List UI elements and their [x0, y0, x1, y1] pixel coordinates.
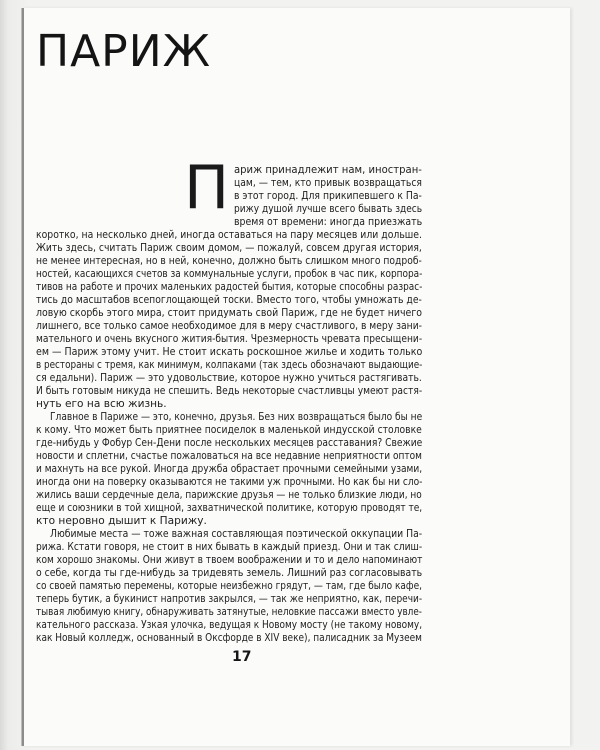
- text-line: мательного и очень вкусного жития-бытия. Чрезмерность чревата пресыщени-: [36, 333, 423, 345]
- text-line: рижу душой лучше всего бывать здесь: [234, 203, 423, 215]
- text-line: теперь бутик, а букинист напротив закрылся, — так же неприятно, как, перечи-: [36, 593, 423, 605]
- text-line: ем — Париж этому учит. Не стоит искать роскошное жилье и ходить только: [36, 346, 423, 358]
- text-line: и махнуть на все рукой. Иногда дружба обрастает прочными семейными узами,: [36, 463, 423, 475]
- text-line: где-нибудь у Фобур Сен-Дени после нескольких месяцев расставания? Свежие: [36, 437, 423, 449]
- text-line: рижа. Кстати говоря, не стоит в них бывать в каждый приезд. Они и так слиш-: [36, 541, 423, 553]
- text-line: не менее интересная, но в ней, конечно, должно быть слишком много подроб-: [36, 255, 422, 267]
- text-line: ариж принадлежит нам, иностран-: [234, 164, 422, 176]
- text-line: со своей памятью перемены, которые неизбежно грядут, — там, где было кафе,: [36, 580, 422, 592]
- text-line: ком хорошо знакомы. Они живут в твоем воображении и то и дело напоминают: [36, 554, 423, 566]
- text-line: о себе, когда ты где-нибудь за тридевять земель. Лишний раз согласовывать: [36, 567, 423, 579]
- text-line: ловую скорбь этого мира, стоит придумать свой Париж, где не будет ничего: [36, 307, 423, 319]
- text-line: ностей, касающихся счетов за коммунальные услуги, пробок в час пик, корпора-: [36, 268, 423, 280]
- text-line: новости и сплетни, счастье пожаловаться на все недавние неприятности оптом: [36, 450, 422, 462]
- page-title: ПАРИЖ: [36, 26, 212, 77]
- text-line: к кому. Что может быть приятнее посиделок в маленькой индусской столовке: [36, 424, 422, 436]
- text-line: еще и союзники в той хищной, захватнической политике, которую проводят те,: [36, 502, 423, 514]
- text-line: нуть его на всю жизнь.: [36, 398, 167, 410]
- text-line: в рестораны с тремя, как минимум, колпаками (так здесь обозначают выдающие-: [36, 359, 423, 371]
- text-line: ся едальни). Париж — это удовольствие, которое нужно учиться растягивать.: [36, 372, 422, 384]
- text-line: Жить здесь, считать Париж своим домом, — пожалуй, совсем другая история,: [36, 242, 422, 254]
- text-line: коротко, на несколько дней, иногда оставаться на пару месяцев или дольше.: [36, 229, 422, 241]
- text-line: кто неровно дышит к Парижу.: [36, 515, 207, 527]
- text-line: Главное в Париже — это, конечно, друзья. Без них возвращаться было бы не: [50, 411, 423, 423]
- text-line: время от времени: иногда приезжать: [234, 216, 423, 228]
- page-number: 17: [232, 649, 252, 665]
- text-line: цам, — тем, кто привык возвращаться: [234, 177, 422, 189]
- text-line: Любимые места — тоже важная составляющая поэтической оккупации Па-: [50, 528, 423, 540]
- text-line: иногда они на поверку оказываются не такими уж прочными. Но как бы ни сло-: [36, 476, 423, 488]
- text-line: как Новый колледж, основанный в Оксфорде в XIV веке), палисадник за Музеем: [36, 632, 422, 644]
- book-page: [22, 8, 570, 746]
- text-line: тывая любимую книгу, обнаруживать затянутые, неловкие пассажи вместо увле-: [36, 606, 422, 618]
- text-line: в этот город. Для прикипевшего к Па-: [234, 190, 422, 202]
- drop-cap: П: [184, 153, 230, 223]
- text-line: лишнего, все только самое необходимое для в меру счастливого, в меру зани-: [36, 320, 422, 332]
- text-line: тись до масштабов всепоглощающей тоски. Вместо того, чтобы умножать де-: [36, 294, 422, 306]
- text-line: тивов на работе и прочих маленьких радостей бытия, которые способны разрас-: [36, 281, 423, 293]
- text-line: И быть готовым никуда не спешить. Ведь некоторые счастливцы умеют растя-: [36, 385, 423, 397]
- text-line: кательного рассказа. Узкая улочка, ведущая к Новому мосту (не такому новому,: [36, 619, 423, 631]
- text-line: жились ваши сердечные дела, парижские друзья — не только близкие люди, но: [36, 489, 422, 501]
